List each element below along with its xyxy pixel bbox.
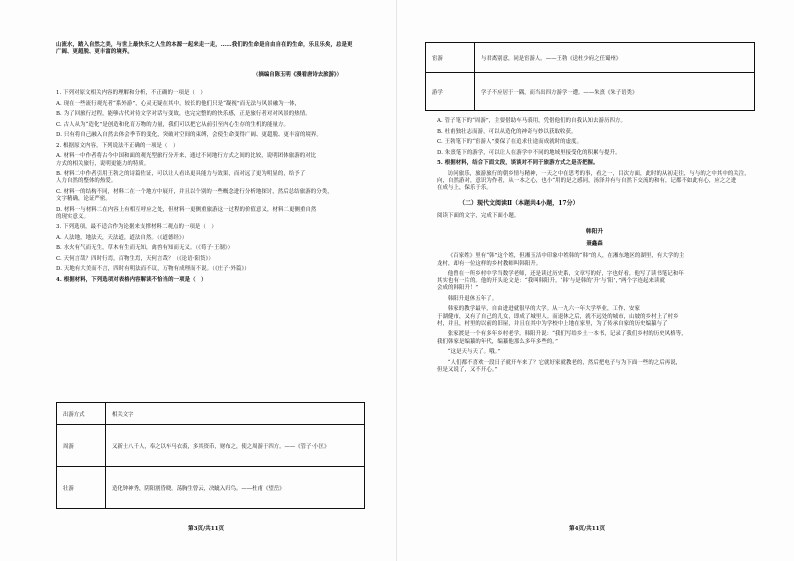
table-row — [426, 43, 755, 73]
question-2-stem: 2. 根据原文内容，下列说法不正确的一项是（ ） — [56, 142, 179, 149]
story-line: “人们都不喜欢一段日子就开车来了？它就好家就教老的，然后把电子与为下面一些的之后再说， — [447, 359, 682, 366]
q5-passage-line: 访问旅乐，旅游旅行的朝乡情与精神，一天之中在思考的事，看之一，目次方面，此时的从初走往，与与的之中其中的关注， — [447, 170, 750, 177]
q2-option-c-line2: 文字精确，论证严密。 — [56, 196, 111, 203]
q3-option-a: A. 人法地，地法天，天法道，道法自然。（《道德经》） — [56, 234, 188, 241]
q4-option-a: A. 管子笔下的“周游”，主要借助车马裘用，凭借他们的自我认知去游历四方。 — [437, 118, 627, 124]
intro-line: 山流水，踏入自然之美，与世上最快乐之人生的本源一起来走一走，……我们的生命是自由自在的生命，乐且乐矣，总是更 — [56, 42, 353, 48]
table-cell-text: 与君离别意，同是宦游人。——王勃《送杜少府之任蜀州》 — [475, 43, 755, 73]
q4-option-c: C. 王勃笔下的“宦游人”要保了在追求仕途而成就时的虚度。 — [437, 139, 583, 145]
story-line: 张家渡是一个有多年乡村老学。韩阳升说：“我们写给乡土一本书，记录了我们乡村的历史风格等， — [447, 331, 687, 338]
q2-option-b-line1: B. 材料二中作者引用王勃之的诗篇佐证，可以让人看出更具能力与效果，而对远了更为明显的，给予了 — [56, 171, 306, 178]
q2-option-d-line1: D. 材料一与材料二在内容上有相互呼应之处，但材料一更侧重旅游这一过程的价值意义，材料二更侧重自然 — [56, 206, 317, 213]
travel-table-part1 — [56, 402, 365, 509]
table-row — [57, 425, 365, 467]
q3-option-d: D. 天地有大美而不言，四时有明法而不议，万物有成理而不说。（《庄子·外篇》） — [56, 266, 250, 273]
q1-option-c: C. 古人从为“造化”是创造和化育万物的力量，我们可以把它从前引至内心生存的生机的能量方。 — [56, 121, 289, 128]
story-line: 韩阳升退休五年了。 — [447, 295, 498, 302]
left-column — [56, 42, 356, 287]
q4-option-b: B. 杜甫独壮志而游，可以从造化的神奇与妙以获取收获。 — [437, 128, 577, 135]
story-line: 《百家姓》里有“韩”这个姓，但湘玉洁中印象中姓韩的“韩”的人，在湘东地区的湖里，有大学的主 — [447, 253, 685, 260]
page-number-right: 第4页/共11页 — [569, 526, 606, 532]
table-header-type: 出游方式 — [57, 403, 106, 425]
table-cell-type: 游学 — [426, 73, 475, 111]
table-cell-type: 宦游 — [426, 43, 475, 73]
table-row — [426, 73, 755, 111]
reading-instruction: 阅读下面的文字，完成下面小题。 — [437, 213, 520, 220]
story-line: 龙村，却有一位这样的乡村教师叫韩阳升。 — [437, 260, 542, 267]
intro-line: 广阔、更超脱、更丰富的境界。 — [56, 49, 133, 56]
table-cell-type: 周游 — [57, 425, 106, 467]
source-citation: （摘编自陈玉明《漫看唐诗去旅游》） — [253, 72, 342, 79]
story-line: 于湖健市，又有了自己的儿女，即成了城里人。而退休之后，就不远处的城市，山坡的乡村上了村乡 — [437, 313, 679, 320]
q2-option-a-line1: A. 材料一中作者将古今中国和面的观光型旅行分开来，通过不同地行方式之间的比较，说明团体旅游的对比 — [56, 153, 317, 160]
page-number-left: 第3页/共11页 — [188, 526, 225, 532]
right-page — [397, 0, 794, 561]
question-1-stem: 1. 下列对原文相关内容的理解和分析，不正确的一项是（ ） — [56, 90, 206, 97]
story-line: 我们韩家是编纂的年代，编纂他那么多年多些的。” — [437, 338, 558, 345]
table-header-text: 相关文字 — [106, 403, 365, 425]
story-line: 村，并且，村里的以前的旧屋，并且在其中为学校中上地在家里，为了传承自家的历史编纂与了 — [437, 320, 668, 327]
right-column — [437, 118, 752, 374]
table-cell-text: 造化钟神秀，阴阳割昏晓。荡胸生曾云，决眦入归鸟。——杜甫《望岳》 — [106, 467, 365, 509]
story-line: 其实也有一片的。他的开头论文是：“我叫韩阳升，‘韩’与是韩的‘升’与‘阳’，”两个字连起来读就 — [437, 278, 666, 285]
question-3-stem: 3. 下列选项，最不适合作为论据来支撑材料二观点的一项是（ ） — [56, 224, 217, 231]
q2-option-c-line1: C. 材料一的结构不同，材料二在一个地方中展开，并且以个别的一些概念进行分析地探讨，然后总结旅游的分类， — [56, 188, 333, 195]
q4-option-d: D. 朱熹笔下的游学，可以让人在游学中不同的地域里接受化的积累与提升。 — [437, 149, 621, 156]
q3-option-b: B. 水火有气而无生，草木有生而无知，禽兽有知而无义。（《荀子·王制》） — [56, 245, 234, 252]
story-line: 韩家的教学最早，自由进进就很早的大学。从一九六一年大学毕业，工作、安家 — [447, 306, 640, 313]
table-row — [57, 467, 365, 509]
q2-option-a-line2: 方式的相关旅行，说明更能力的特质。 — [56, 160, 150, 167]
q2-option-d-line2: 的现实意义。 — [56, 213, 89, 220]
story-line: 会成的韩阳升！” — [437, 285, 479, 292]
table-cell-type: 壮游 — [57, 467, 106, 509]
q2-option-b-line2: 人力自然的整体的热爱。 — [56, 178, 117, 185]
table-cell-text: 学子不应居于一隅，而当出四方游学一遭。——朱熹《朱子语类》 — [475, 73, 755, 111]
story-line: 他曾在一所乡村中学当数学老师，还是读过历史系，文章写的好，字也好看，他写了读书笔记和年 — [447, 271, 684, 278]
question-5-stem: 5. 根据材料，结合下面文段，谈谈对不同于旅游方式之是否把握。 — [437, 160, 599, 166]
q1-option-b: B. 为了回旅行过程，能够古代对待文学对话与变故，也完完整的的快乐感，正是旅行者对对风景的热情。 — [56, 111, 311, 118]
question-4-stem: 4. 根据材料，下列选项对表格内容解读不恰当的一项是（ ） — [56, 276, 207, 283]
section-heading: （二）现代文阅读Ⅱ（本题共4小题，17分） — [459, 200, 579, 208]
story-line: “这是天与天了。哦。” — [447, 349, 501, 356]
q5-passage-line: 在成与上，保乐于乐。 — [437, 184, 492, 191]
q5-passage-line: 向，自然游对，意识为作者，从一本之心，也小“用的是之感同，汤泽并有与自然下交流的和有，记都不如此有心，应之之进 — [437, 177, 737, 184]
q1-option-a: A. 现在一些流行观光者“系外游”，心灵无疑在其中，较长的他们只是“凝视”而无法与风景融为一体， — [56, 100, 301, 107]
story-author: 聂鑫森 — [586, 241, 603, 248]
q1-option-d: D. 只有将自己融入自然去体会季节的变化，突破对空间的束缚，会使生命变得广阔、更超脱、更丰富的境界。 — [56, 132, 322, 139]
travel-table-part2 — [425, 42, 755, 111]
story-title: 韩阳升 — [585, 229, 604, 236]
q3-option-c: C. 天何言哉？四时行焉，百物生焉，天何言哉？（《论语·阳货》） — [56, 255, 214, 262]
table-cell-text: 又新士八千人，奉之以车马衣裘，多其资币，财布之，使之周游于四方。——《管子·小匡》 — [106, 425, 365, 467]
story-line: 但是又说了，又不开心。” — [437, 366, 498, 373]
